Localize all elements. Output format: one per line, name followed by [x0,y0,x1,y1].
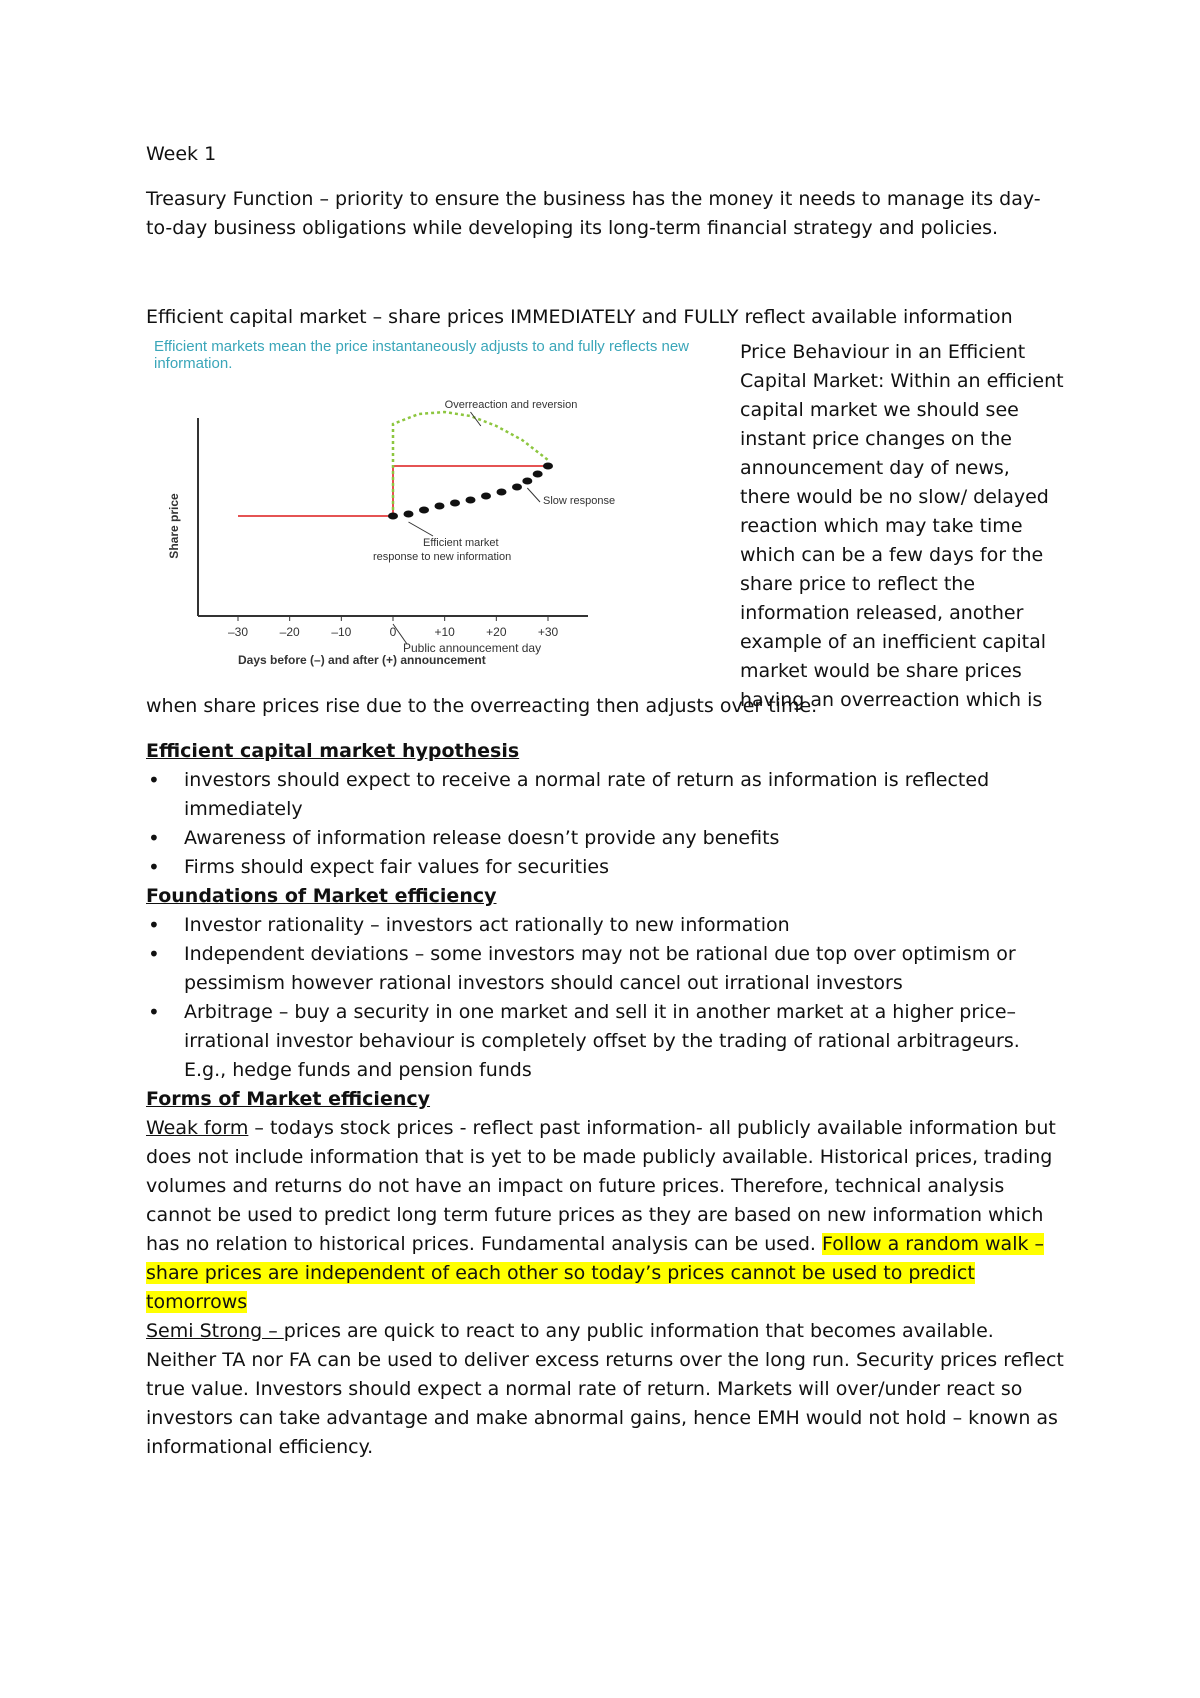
weak-form-text: – todays stock prices - reflect past information- all publicly available information but does not include information that is yet to be made publicly available. Historical prices, trading volumes and returns do not have an impact on future prices. Therefore, technical analysis cannot be used to predict long term future prices as they are based on new information which has no relation to historical prices. Fundamental analysis can be used. [146,1117,1056,1255]
x-tick-label: +10 [434,625,455,639]
ecmh-heading: Efficient capital market hypothesis [146,740,520,762]
weak-form-label: Weak form [146,1117,249,1139]
x-tick-label: +30 [537,625,559,639]
slow-response-point [533,471,543,478]
semi-strong-label: Semi Strong – [146,1320,284,1342]
ecmh-list [146,766,1066,882]
list-item: • Awareness of information release doesn’t provide any benefits [146,824,1066,853]
figure-row [146,338,1066,724]
treasury-term: Treasury Function [146,188,314,210]
slow-response-point [404,511,414,518]
x-tick-label: –20 [279,625,300,639]
y-axis-label: Share price [167,493,181,559]
semi-strong-paragraph [146,1317,1066,1462]
semi-strong-text: prices are quick to react to any public information that becomes available. Neither TA nor FA can be used to deliver excess returns over the long run. Security prices reflect true value. Investors should expect a normal rate of return. Markets will over/under react so investors can take advantage and make abnormal gains, hence EMH would not hold – known as informational efficiency. [146,1320,1064,1458]
slow-response-pointer [527,488,540,502]
foundations-heading: Foundations of Market efficiency [146,885,497,907]
slow-response-point [481,493,491,500]
list-item: • Firms should expect fair values for securities [146,853,1066,882]
treasury-text: – priority to ensure the business has the money it needs to manage its day-to-day business obligations while developing its long-term financial strategy and policies. [146,188,1041,239]
weak-form-highlight: Follow a random walk – share prices are independent of each other so today’s prices cannot be used to predict tomorrows [146,1233,1045,1313]
treasury-paragraph [146,185,1066,243]
document-page [146,140,1066,1462]
efficient-label-line1: Efficient market [423,537,499,549]
slow-response-point [512,484,522,491]
slow-response-point [435,503,445,510]
slow-response-point [543,463,553,470]
list-item: • Investor rationality – investors act rationally to new information [146,911,1066,940]
slow-response-point [522,478,532,485]
ecm-definition: Efficient capital market – share prices IMMEDIATELY and FULLY reflect available information [146,306,1013,328]
price-behaviour-chart [146,338,716,698]
weak-form-paragraph [146,1114,1066,1317]
announcement-label: Public announcement day [403,641,542,655]
list-item: • Arbitrage – buy a security in one market and sell it in another market at a higher price– irrational investor behaviour is completely offset by the trading of rational arbitrageurs. E.g., hedge funds and pension funds [146,998,1066,1085]
slow-response-label: Slow response [543,495,616,507]
efficient-label-line2: response to new information [373,551,512,563]
side-paragraph: Price Behaviour in an Efficient Capital Market: Within an efficient capital market we should see instant price changes on the announcement day of news, there would be no slow/ delayed reaction which may take time which can be a few days for the share price to reflect the information released, another example of an inefficient capital market would be share prices having an overreaction which is [740,341,1064,711]
chart-caption: Efficient markets mean the price instantaneously adjusts to and fully reflects new information. [154,338,689,372]
slow-response-point [450,500,460,507]
x-tick-label: –30 [227,625,249,639]
slow-response-point [497,489,507,496]
week-title: Week 1 [146,143,217,165]
chart-svg [146,338,716,698]
efficient-pointer [409,522,434,536]
side-paragraph-continued: when share prices rise due to the overreacting then adjusts over time. [146,695,818,717]
foundations-list [146,911,1066,1085]
list-item: • Independent deviations – some investors may not be rational due top over optimism or pessimism however rational investors should cancel out irrational investors [146,940,1066,998]
overreaction-label: Overreaction and reversion [444,399,578,411]
list-item: • investors should expect to receive a normal rate of return as information is reflected immediately [146,766,1066,824]
x-tick-label: 0 [389,625,397,639]
slow-response-point [466,497,476,504]
x-tick-label: –10 [331,625,352,639]
forms-heading: Forms of Market efficiency [146,1088,431,1110]
x-axis-label: Days before (–) and after (+) announcement [238,653,486,667]
slow-response-point [419,507,429,514]
x-tick-label: +20 [486,625,507,639]
slow-response-point [388,513,398,520]
